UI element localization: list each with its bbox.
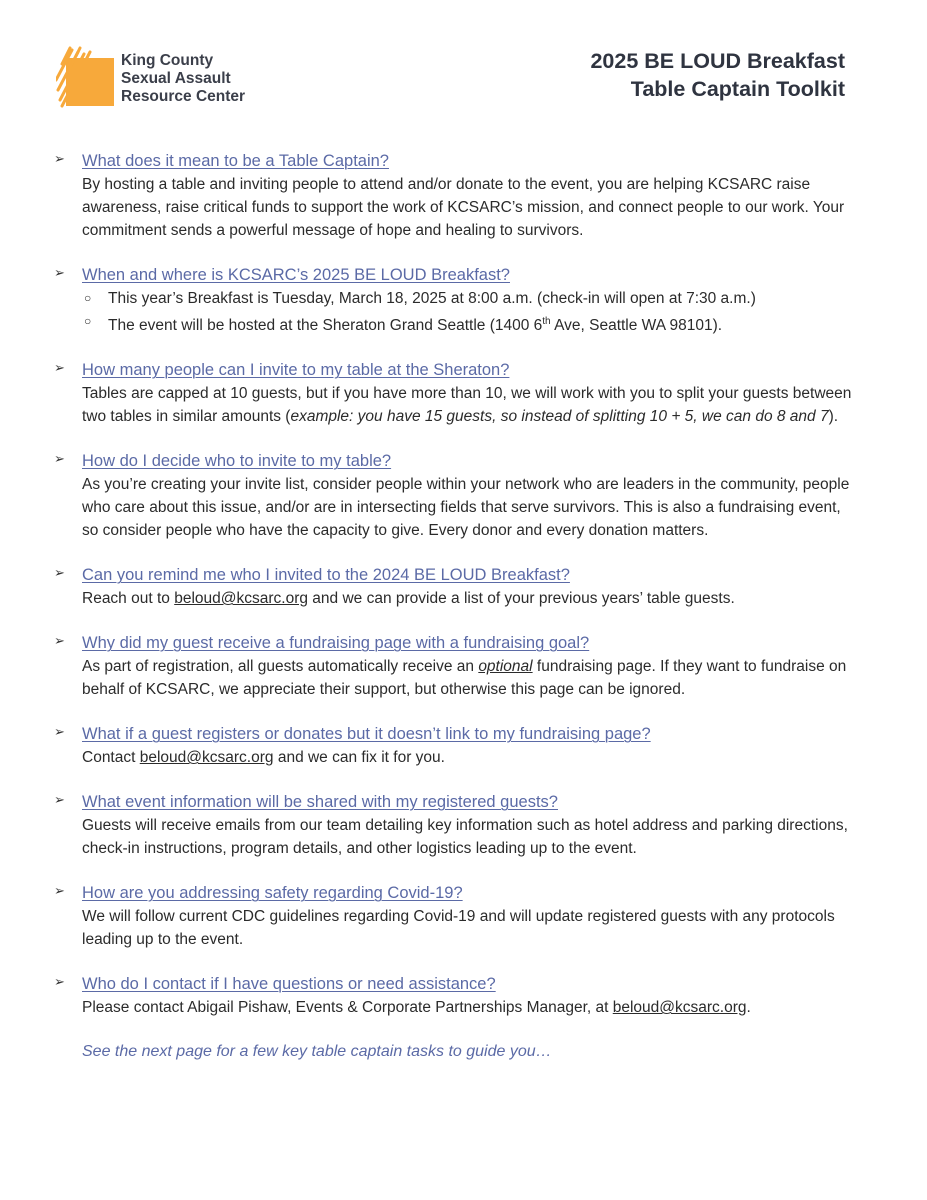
email-link[interactable]: beloud@kcsarc.org	[139, 749, 274, 767]
faq-question[interactable]: What does it mean to be a Table Captain?	[82, 152, 389, 170]
title-line-2: Table Captain Toolkit	[630, 77, 845, 101]
faq-item	[52, 450, 852, 542]
page-header	[0, 0, 927, 130]
faq-item	[52, 632, 852, 701]
answer-pre: Please contact Abigail Pishaw, Events & Corporate Partnerships Manager, at	[82, 999, 613, 1017]
arrow-bullet-icon: ➢	[54, 974, 65, 990]
faq-list	[52, 150, 852, 1063]
sub-item-text-post: Ave, Seattle WA 98101).	[550, 317, 723, 335]
sub-item-text-pre: The event will be hosted at the Sheraton Grand Seattle (1400 6	[108, 317, 543, 335]
answer-optional: optional	[478, 658, 533, 676]
title-line-1: 2025 BE LOUD Breakfast	[590, 49, 845, 73]
answer-pre: As part of registration, all guests automatically receive an	[82, 658, 479, 676]
answer-pre: Tables are capped at 10 guests, but if you have more than 10, we will work with you to split your guests between two tables in similar amounts (	[82, 385, 852, 426]
arrow-bullet-icon: ➢	[54, 360, 65, 376]
arrow-bullet-icon: ➢	[54, 883, 65, 899]
arrow-bullet-icon: ➢	[54, 724, 65, 740]
answer-post: and we can provide a list of your previous years’ table guests.	[307, 590, 735, 608]
circle-bullet-icon: ○	[84, 291, 92, 305]
faq-answer: By hosting a table and inviting people to attend and/or donate to the event, you are helping KCSARC raise awareness, raise critical funds to support the work of KCSARC’s mission, and connect people to our work. Your commitment sends a powerful message of hope and healing to survivors.	[82, 176, 845, 239]
email-link[interactable]: beloud@kcsarc.org	[612, 999, 747, 1017]
faq-item	[52, 359, 852, 428]
sub-list-item	[82, 310, 852, 337]
faq-question[interactable]: Who do I contact if I have questions or need assistance?	[82, 975, 496, 994]
arrow-bullet-icon: ➢	[54, 451, 65, 467]
faq-question[interactable]: Can you remind me who I invited to the 2024 BE LOUD Breakfast?	[82, 566, 570, 585]
faq-answer: We will follow current CDC guidelines regarding Covid-19 and will update registered guests with any protocols leading up to the event.	[82, 908, 835, 949]
org-line-1: King County	[121, 52, 214, 69]
faq-answer	[82, 746, 852, 769]
faq-item	[52, 723, 852, 769]
answer-pre: Reach out to	[82, 590, 175, 608]
circle-bullet-icon: ○	[84, 314, 92, 328]
ordinal-suffix: th	[542, 316, 551, 327]
email-link[interactable]: beloud@kcsarc.org	[174, 590, 308, 608]
faq-answer: As you’re creating your invite list, consider people within your network who are leaders in the community, people who care about this issue, and/or are in intersecting fields that serve survivors. This is also a fundraising event, so consider people who have the capacity to give. Every donor and every donation matters.	[82, 476, 850, 540]
answer-post: .	[746, 999, 751, 1017]
faq-answer: Guests will receive emails from our team detailing key information such as hotel address and parking directions, check-in instructions, program details, and other logistics leading up to the event.	[82, 817, 848, 858]
faq-item	[52, 564, 852, 610]
faq-item	[52, 973, 852, 1019]
kcsarc-logo-icon	[56, 46, 116, 108]
faq-question[interactable]: What event information will be shared with my registered guests?	[82, 793, 558, 812]
arrow-bullet-icon: ➢	[54, 151, 65, 166]
answer-pre: Contact	[82, 749, 140, 767]
org-line-2: Sexual Assault	[121, 70, 231, 87]
sub-list	[82, 287, 852, 337]
faq-question[interactable]: What if a guest registers or donates but it doesn’t link to my fundraising page?	[82, 725, 651, 744]
footer-note: See the next page for a few key table captain tasks to guide you…	[82, 1043, 552, 1061]
faq-question[interactable]: Why did my guest receive a fundraising page with a fundraising goal?	[82, 634, 590, 653]
answer-example: example: you have 15 guests, so instead of splitting 10 + 5, we can do 8 and 7	[290, 408, 829, 426]
org-line-3: Resource Center	[121, 88, 246, 105]
answer-post: fundraising page. If they want to fundraise on behalf of KCSARC, we appreciate their support, but otherwise this page can be ignored.	[82, 658, 847, 699]
faq-question[interactable]: How do I decide who to invite to my table?	[82, 452, 392, 471]
arrow-bullet-icon: ➢	[54, 792, 65, 808]
arrow-bullet-icon: ➢	[54, 265, 65, 280]
faq-answer	[82, 382, 852, 428]
document-title	[590, 47, 845, 103]
arrow-bullet-icon: ➢	[54, 633, 65, 649]
faq-question[interactable]: How are you addressing safety regarding Covid-19?	[82, 884, 463, 903]
sub-list-item	[82, 287, 852, 310]
sub-item-text: This year’s Breakfast is Tuesday, March 18, 2025 at 8:00 a.m. (check-in will open at 7:30 a.m.)	[108, 290, 756, 307]
faq-question[interactable]: How many people can I invite to my table at the Sheraton?	[82, 361, 510, 380]
faq-item	[52, 791, 852, 860]
answer-post: and we can fix it for you.	[273, 749, 445, 767]
arrow-bullet-icon: ➢	[54, 565, 65, 581]
faq-item	[52, 150, 852, 242]
org-name	[121, 52, 245, 106]
faq-item	[52, 264, 852, 337]
faq-item	[52, 882, 852, 951]
faq-question[interactable]: When and where is KCSARC’s 2025 BE LOUD Breakfast?	[82, 266, 510, 284]
answer-post: ).	[828, 408, 839, 426]
faq-answer	[82, 655, 852, 701]
faq-answer	[82, 587, 852, 610]
faq-answer	[82, 996, 852, 1019]
